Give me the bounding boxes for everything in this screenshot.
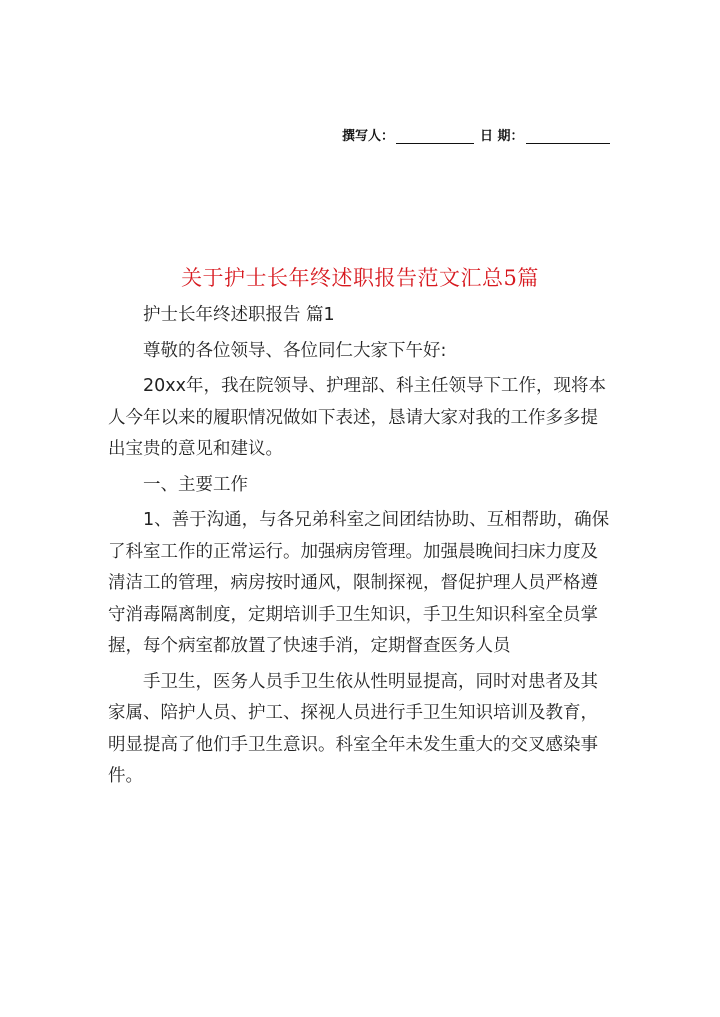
date-label: 日 期： (480, 129, 524, 144)
date-blank-field (526, 129, 610, 144)
intro-paragraph: 20xx年，我在院领导、护理部、科主任领导下工作，现将本人今年以来的履职情况做如下表述，恳请大家对我的工作多多提出宝贵的意见和建议。 (108, 376, 606, 459)
document-body (108, 300, 612, 793)
author-label: 撰写人： (342, 129, 395, 144)
author-blank-field (396, 129, 474, 144)
body-paragraph: 1、善于沟通，与各兄弟科室之间团结协助、互相帮助，确保了科室工作的正常运行。加强病房管理。加强晨晚间扫床力度及清洁工的管理，病房按时通风，限制探视，督促护理人员严格遵守消毒隔离制度，定期培训手卫生知识，手卫生知识科室全员掌握，每个病室都放置了快速手消，定期督查医务人员 (108, 510, 610, 656)
body-paragraph: 手卫生，医务人员手卫生依从性明显提高，同时对患者及其家属、陪护人员、护工、探视人员进行手卫生知识培训及教育，明显提高了他们手卫生意识。科室全年未发生重大的交叉感染事件。 (108, 671, 598, 786)
subheading-main-work: 一、主要工作 (143, 474, 248, 495)
section-heading: 护士长年终述职报告 篇1 (143, 305, 335, 325)
document-title: 关于护士长年终述职报告范文汇总5篇 (181, 266, 539, 290)
greeting-paragraph: 尊敬的各位领导、各位同仁大家下午好: (143, 340, 447, 361)
author-date-line (342, 125, 614, 145)
